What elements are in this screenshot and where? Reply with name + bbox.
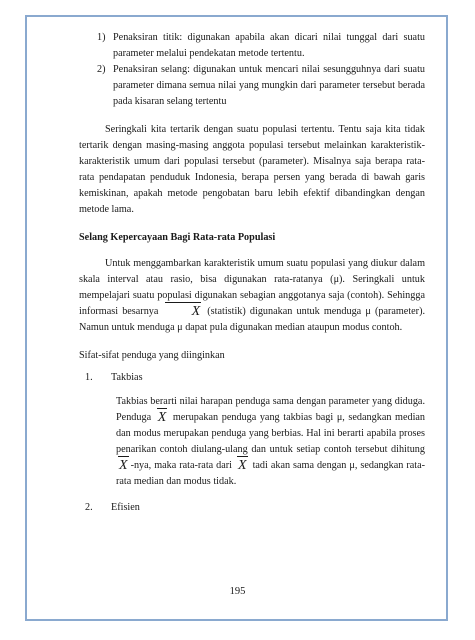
subsection-title: Takbias [111,372,143,383]
subsection-title: Efisien [111,502,140,513]
x-bar-symbol: X [116,459,131,473]
list-number: 2) [97,64,106,75]
paragraph-population: Seringkali kita tertarik dengan suatu populasi tertentu. Tentu saja kita tidak tertarik dengan masing-masing anggota populasi tersebut melainkan karakteristik-karakteristik umum dari populasi tersebut (parameter). Misalnya saja berapa rata-rata pendapatan penduduk Indonesia, berapa persen yang berada di bawah garis kemiskinan, apakah metode pengobatan baru lebih efektif dibandingkan dengan metode lama. [79,124,425,215]
x-bar-symbol: X [235,459,250,473]
list-item [79,62,425,110]
subsection-number: 1. [85,372,93,383]
page-number: 195 [229,586,246,597]
page-content [79,30,425,516]
paragraph-mean [79,256,425,336]
x-bar-symbol: X [163,305,204,319]
paragraph-text: -nya, maka rata-rata dari [130,460,232,471]
subsection-number: 2. [85,502,93,513]
list-number: 1) [97,32,106,43]
subsection-takbias [79,370,425,386]
list-text: Penaksiran selang: digunakan untuk mencari nilai sesungguhnya dari suatu parameter dimana semua nilai yang mungkin dari parameter tersebut berada pada kisaran selang tertentu [113,64,425,107]
paragraph-text: tadi akan sama dengan μ, sedangkan rata-rata median dan modus tidak. [116,460,426,487]
paragraph-properties: Sifat-sifat penduga yang diinginkan [79,350,225,361]
section-heading: Selang Kepercayaan Bagi Rata-rata Populasi [79,232,276,243]
list-text: Penaksiran titik: digunakan apabila akan dicari nilai tunggal dari suatu parameter melalui pendekatan metode tertentu. [113,32,425,59]
list-item [79,30,425,62]
x-bar-symbol: X [155,411,170,425]
paragraph-text: (statistik) digunakan untuk menduga μ (parameter). Namun untuk menduga μ dapat pula digunakan median ataupun modus contoh. [79,306,426,333]
subsection-efisien [79,500,425,516]
paragraph-text: merupakan penduga yang takbias bagi μ, sedangkan median dan modus merupakan penduga yang berbias. Hal ini berarti apabila proses penarikan contoh diulang-ulang dan untuk setiap contoh tersebut dihitung [116,412,426,455]
subsection-body [79,394,425,490]
paragraph-text: Takbias berarti nilai harapan penduga sama dengan parameter yang diduga. Penduga [116,396,425,423]
paragraph-text: Untuk menggambarkan karakteristik umum suatu populasi yang diukur dalam skala interval atau rasio, bisa digunakan rata-ratanya (μ). Seringkali untuk mempelajari suatu populasi digunakan sebagian anggotanya saja (contoh). Sehingga informasi besarnya [79,258,425,317]
